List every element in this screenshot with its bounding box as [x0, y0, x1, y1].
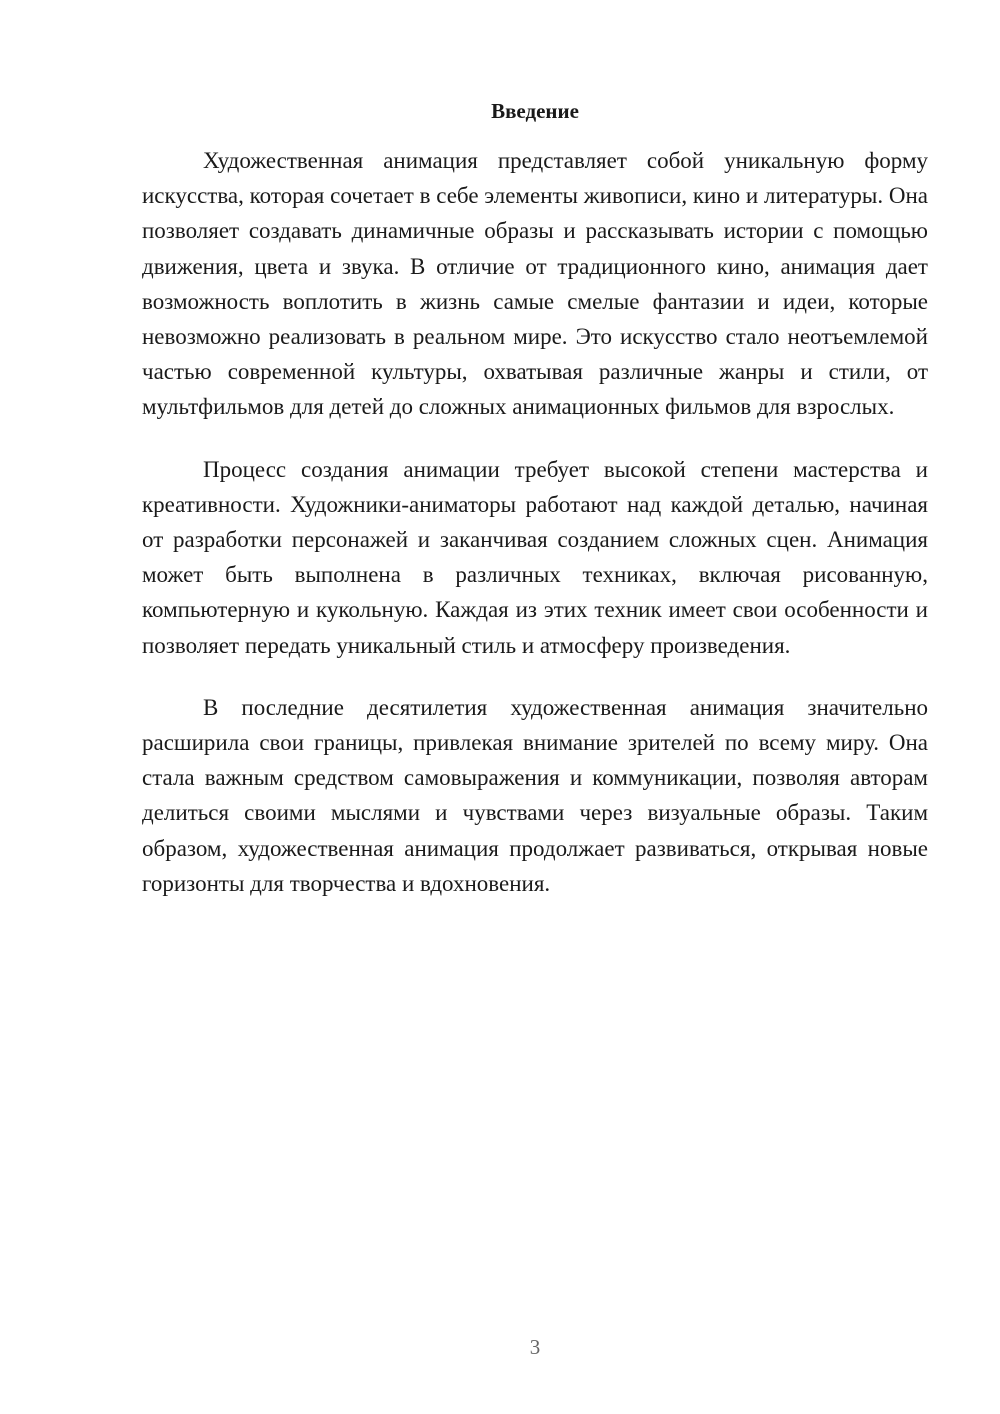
body-text [142, 143, 928, 901]
paragraph-3: В последние десятилетия художественная анимация значительно расширила свои границы, привлекая внимание зрителей по всему миру. Она стала важным средством самовыражения и коммуникации, позволяя авторам делиться своими мыслями и чувствами через визуальные образы. Таким образом, художественная анимация продолжает развиваться, открывая новые горизонты для творчества и вдохновения. [142, 694, 928, 896]
page-number: 3 [529, 1335, 541, 1359]
paragraph-2: Процесс создания анимации требует высокой степени мастерства и креативности. Художники-аниматоры работают над каждой деталью, начиная от разработки персонажей и заканчивая созданием сложных сцен. Анимация может быть выполнена в различных техниках, включая рисованную, компьютерную и кукольную. Каждая из этих техник имеет свои особенности и позволяет передать уникальный стиль и атмосферу произведения. [142, 456, 928, 658]
paragraph-1: Художественная анимация представляет собой уникальную форму искусства, которая сочетает в себе элементы живописи, кино и литературы. Она позволяет создавать динамичные образы и рассказывать истории с помощью движения, цвета и звука. В отличие от традиционного кино, анимация дает возможность воплотить в жизнь самые смелые фантазии и идеи, которые невозможно реализовать в реальном мире. Это искусство стало неотъемлемой частью современной культуры, охватывая различные жанры и стили, от мультфильмов для детей до сложных анимационных фильмов для взрослых. [142, 148, 928, 420]
section-heading: Введение [491, 99, 579, 123]
